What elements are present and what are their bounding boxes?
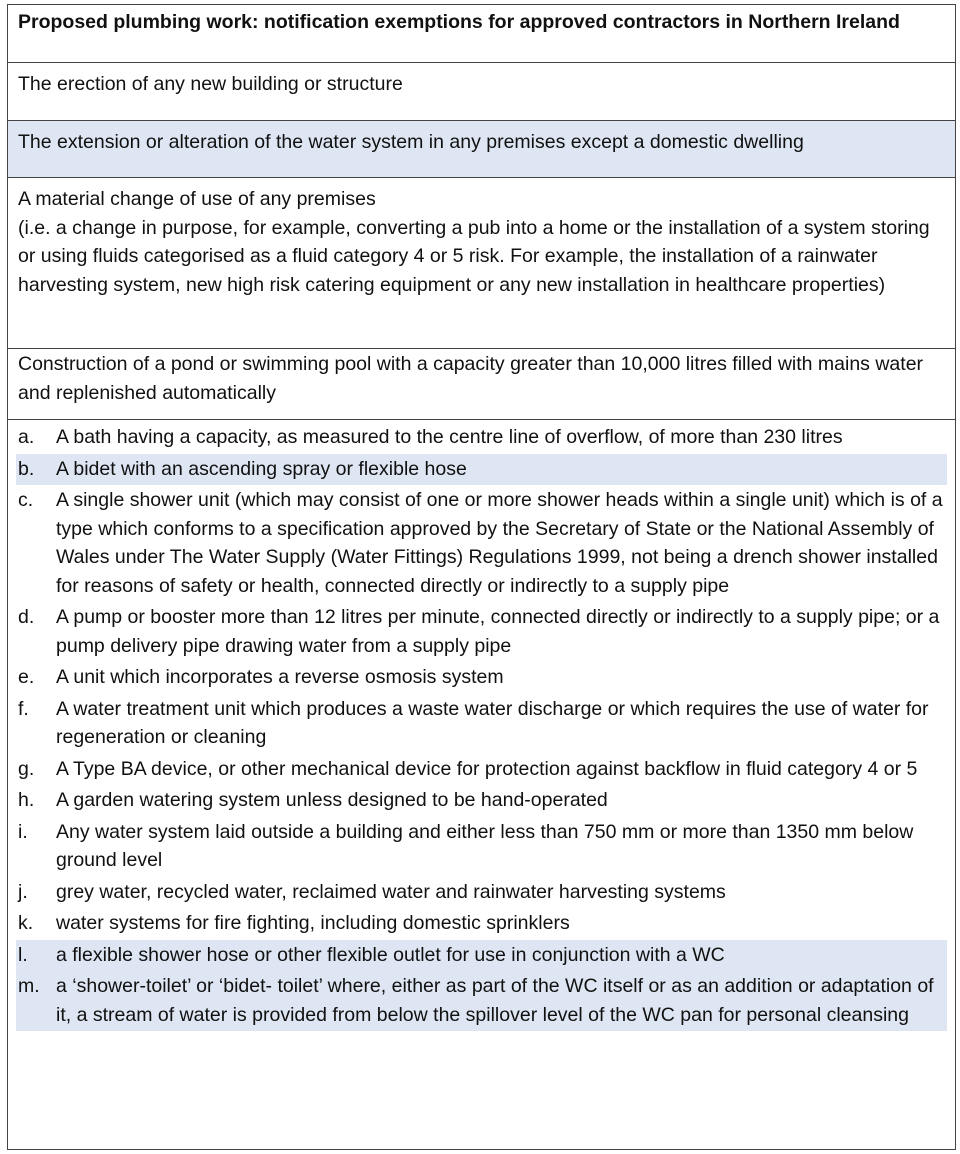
list-item (16, 877, 947, 909)
item-letter: f. (18, 697, 29, 720)
list-item (16, 785, 947, 817)
list-item (16, 908, 947, 940)
item-letter: l. (18, 943, 28, 966)
item-letter: m. (18, 975, 40, 997)
item-text: A garden watering system unless designed to be hand-operated (56, 789, 608, 811)
list-item (16, 940, 947, 972)
item-text: Any water system laid outside a building and either less than 750 mm or more than 1350 mm below ground level (56, 820, 914, 871)
table-header: Proposed plumbing work: notification exemptions for approved contractors in Northern Ireland (8, 5, 955, 63)
item-letter: a. (18, 426, 35, 448)
item-letter: b. (18, 457, 35, 480)
item-text: A single shower unit (which may consist of one or more shower heads within a single unit) which is of a type which conforms to a specification approved by the Secretary of State or the National Assembly of Wales under The Water Supply (Water Fittings) Regulations 1999, not being a drench shower installed for reasons of safety or health, connected directly or indirectly to a supply pipe (56, 489, 943, 597)
item-text: A pump or booster more than 12 litres per minute, connected directly or indirectly to a supply pipe; or a pump delivery pipe drawing water from a supply pipe (56, 606, 940, 657)
list-item (16, 817, 947, 877)
item-text: A bath having a capacity, as measured to the centre line of overflow, of more than 230 litres (56, 426, 843, 448)
list-item (16, 754, 947, 786)
item-text: A Type BA device, or other mechanical device for protection against backflow in fluid category 4 or 5 (56, 757, 918, 780)
list-item (16, 662, 947, 694)
list-item (16, 485, 947, 602)
item-text: A unit which incorporates a reverse osmosis system (56, 666, 504, 688)
item-letter: g. (18, 757, 35, 780)
item-letter: j. (18, 880, 28, 903)
item-text: grey water, recycled water, reclaimed water and rainwater harvesting systems (56, 880, 726, 903)
item-letter: e. (18, 666, 35, 688)
list-item (16, 971, 947, 1031)
item-text: a flexible shower hose or other flexible outlet for use in conjunction with a WC (56, 943, 725, 966)
item-letter: h. (18, 789, 35, 811)
exemptions-table (7, 4, 956, 1150)
item-text: water systems for fire fighting, including domestic sprinklers (56, 912, 570, 934)
item-letter: i. (18, 820, 28, 843)
list-item (16, 602, 947, 662)
fittings-list (8, 420, 955, 1031)
table-row: The extension or alteration of the water system in any premises except a domestic dwelling (8, 121, 955, 178)
list-item (16, 422, 947, 454)
list-item (16, 454, 947, 486)
list-item (16, 694, 947, 754)
item-text: A bidet with an ascending spray or flexible hose (56, 457, 467, 480)
table-row: The erection of any new building or structure (8, 63, 955, 121)
item-letter: d. (18, 606, 35, 628)
item-text: a ‘shower-toilet’ or ‘bidet- toilet’ where, either as part of the WC itself or as an addition or adaptation of it, a stream of water is provided from below the spillover level of the WC pan for personal cleansing (56, 975, 934, 1026)
item-letter: c. (18, 489, 34, 511)
item-text: A water treatment unit which produces a waste water discharge or which requires the use of water for regeneration or cleaning (56, 697, 929, 748)
item-letter: k. (18, 912, 34, 934)
table-row: Construction of a pond or swimming pool with a capacity greater than 10,000 litres filled with mains water and replenished automatically (8, 349, 955, 420)
table-row (8, 178, 955, 349)
row-line: (i.e. a change in purpose, for example, converting a pub into a home or the installation of a system storing or using fluids categorised as a fluid category 4 or 5 risk. For example, the installation of a rainwater harvesting system, new high risk catering equipment or any new installation in healthcare properties) (18, 216, 930, 296)
row-line: A material change of use of any premises (18, 188, 376, 210)
